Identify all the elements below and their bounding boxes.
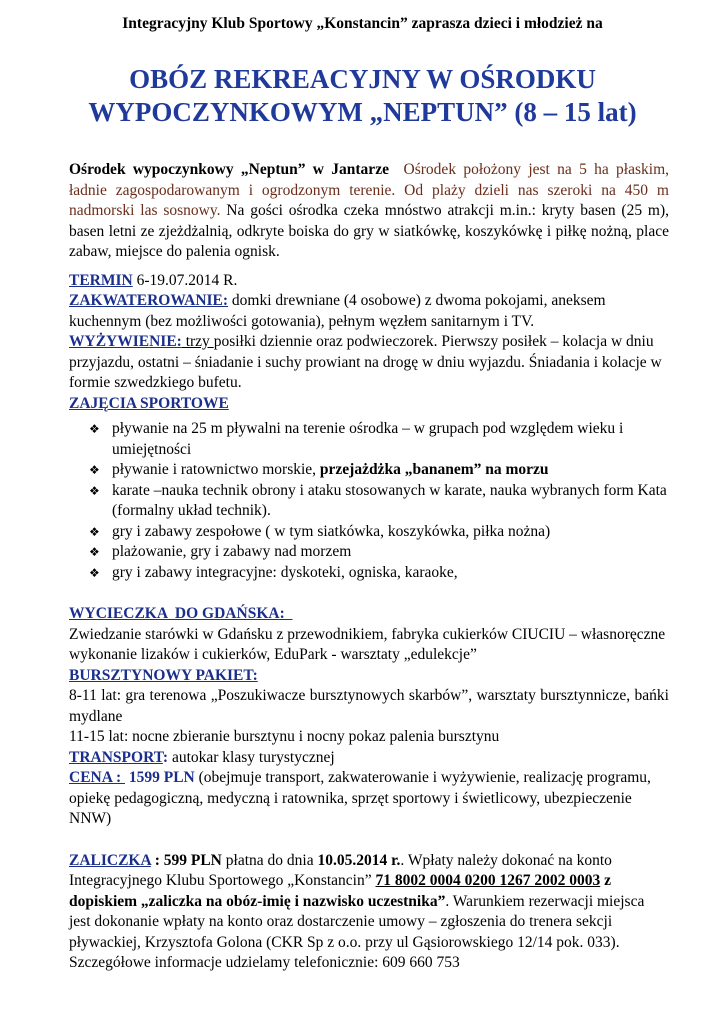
diamond-bullet-icon: ❖ [89, 483, 100, 498]
zaliczka-note: z dopiskiem „zaliczka na obóz-imię i nazwisko uczestnika” [69, 872, 611, 910]
wyzywienie-paragraph [69, 332, 669, 394]
cena-label: CENA : [69, 769, 125, 786]
wyzywienie-underlined: trzy [181, 333, 214, 350]
list-item-text: karate –nauka technik obrony i ataku stosowanych w karate, nauka wybranych form Kata (formalny układ technik). [112, 481, 667, 519]
zajecia-label: ZAJĘCIA SPORTOWE [69, 394, 229, 412]
zajecia-heading [69, 394, 669, 415]
list-item-text: pływanie i ratownictwo morskie, [112, 461, 320, 478]
intro-line: Integracyjny Klub Sportowy „Konstancin” zaprasza dzieci i młodzież na [122, 15, 603, 32]
transport-line [69, 748, 669, 769]
list-item [89, 542, 669, 563]
zaliczka-text-1: płatna do dnia [221, 851, 318, 869]
wyzywienie-label: WYŻYWIENIE: [69, 333, 182, 350]
osrodek-paragraph [69, 160, 669, 263]
termin-line [69, 271, 669, 292]
bursztynowy-line-2: 11-15 lat: nocne zbieranie bursztynu i nocny pokaz palenia bursztynu [69, 728, 500, 745]
bursztynowy-label: BURSZTYNOWY PAKIET: [69, 666, 258, 684]
osrodek-heading: Ośrodek wypoczynkowy „Neptun” w Jantarze [69, 161, 389, 178]
wycieczka-label: WYCIECZKA DO GDAŃSKA: [69, 605, 293, 622]
termin-label: TERMIN [69, 271, 133, 289]
diamond-bullet-icon: ❖ [89, 422, 100, 436]
wycieczka-heading [69, 604, 669, 625]
cena-value: (obejmuje transport, zakwaterowanie i wyżywienie, realizację programu, opiekę pedagogiczną, medyczną i ratownika, sprzęt sportowy i świetlicowy, ubezpieczenie NNW) [69, 769, 651, 827]
document-body [69, 160, 669, 974]
wycieczka-paragraph: Zwiedzanie starówki w Gdańsku z przewodnikiem, fabryka cukierków CIUCIU – własnoręczne wykonanie lizaków i cukierków, EduPark - warsztaty „edulekcje” [69, 625, 666, 663]
osrodek-desc-brown: Ośrodek położony jest na 5 ha płaskim, ładnie zagospodarowanym i ogrodzonym terenie. Od plaży dzieli nas szeroki na 450 m nadmorski las sosnowy. [69, 161, 669, 219]
title-line-1: OBÓZ REKREACYJNY W OŚRODKU [129, 64, 596, 94]
list-item-text: gry i zabawy integracyjne: dyskoteki, ogniska, karaoke, [112, 563, 458, 581]
zakwaterowanie-paragraph [69, 291, 669, 332]
zaliczka-amount: : 599 PLN [150, 851, 222, 869]
list-item [89, 481, 669, 522]
zakwaterowanie-label: ZAKWATEROWANIE: [69, 292, 229, 309]
list-item [89, 563, 669, 584]
transport-label: TRANSPORT [69, 748, 163, 766]
diamond-bullet-icon: ❖ [89, 545, 100, 559]
termin-value: 6-19.07.2014 R. [132, 271, 238, 289]
cena-paragraph [69, 768, 669, 830]
bursztynowy-line-1: 8-11 lat: gra terenowa „Poszukiwacze bursztynowych skarbów”, warsztaty bursztynnicze, bańki mydlane [69, 687, 669, 725]
title-line-2: WYPOCZYNKOWYM „NEPTUN” (8 – 15 lat) [88, 97, 637, 127]
list-item-text: pływanie na 25 m pływalni na terenie ośrodka – w grupach pod względem wieku i umiejętności [112, 420, 624, 458]
page-title [0, 63, 725, 129]
diamond-bullet-icon: ❖ [89, 463, 100, 477]
zaliczka-label: ZALICZKA [69, 851, 151, 869]
transport-colon: : [162, 748, 169, 766]
zakwaterowanie-value: domki drewniane (4 osobowe) z dwoma pokojami, aneksem kuchennym (bez możliwości gotowania), pełnym węzłem sanitarnym i TV. [69, 292, 606, 330]
list-item-bold: przejażdżka „bananem” na morzu [319, 461, 549, 478]
bank-account-number: 71 8002 0004 0200 1267 2002 0003 [375, 872, 601, 889]
wyzywienie-value: posiłki dziennie oraz podwieczorek. Pierwszy posiłek – kolacja w dniu przyjazdu, ostatni – śniadanie i suchy prowiant na drogę w dniu wyjazdu. Śniadania i kolacje w formie szwedzkiego bufetu. [69, 333, 662, 391]
list-item [89, 522, 669, 543]
zaliczka-text-2: . Wpłaty należy dokonać na konto Integracyjnego Klubu Sportowego „Konstancin” [69, 851, 612, 889]
zaliczka-text-3: . Warunkiem rezerwacji miejsca jest dokonanie wpłaty na konto oraz dostarczenie umowy – zgłoszenia do trenera sekcji pływackiej, Krzysztofa Golona (CKR Sp z o.o. przy ul Gąsiorowskiego 12/14 pok. 033). Szczegółowe informacje udzielamy telefonicznie: 609 660 753 [69, 892, 645, 971]
list-item [89, 419, 669, 460]
diamond-bullet-icon: ❖ [89, 524, 100, 539]
zaliczka-date: 10.05.2014 r. [317, 851, 401, 869]
transport-value: autokar klasy turystycznej [168, 748, 335, 766]
osrodek-desc: Na gości ośrodka czeka mnóstwo atrakcji m.in.: kryty basen (25 m), basen letni ze zjeżdżalnią, odkryte boiska do gry w siatkówkę, koszykówkę i piłkę nożną, place zabaw, miejsce do palenia ognisk. [69, 202, 670, 260]
cena-amount: 1599 PLN [124, 769, 195, 786]
bursztynowy-heading [69, 666, 669, 687]
zajecia-list [69, 419, 669, 583]
list-item-text: plażowanie, gry i zabawy nad morzem [112, 543, 352, 560]
zaliczka-paragraph [69, 851, 669, 974]
list-item-text: gry i zabawy zespołowe ( w tym siatkówka, koszykówka, piłka nożna) [112, 522, 551, 540]
diamond-bullet-icon: ❖ [89, 565, 100, 580]
list-item [89, 460, 669, 481]
